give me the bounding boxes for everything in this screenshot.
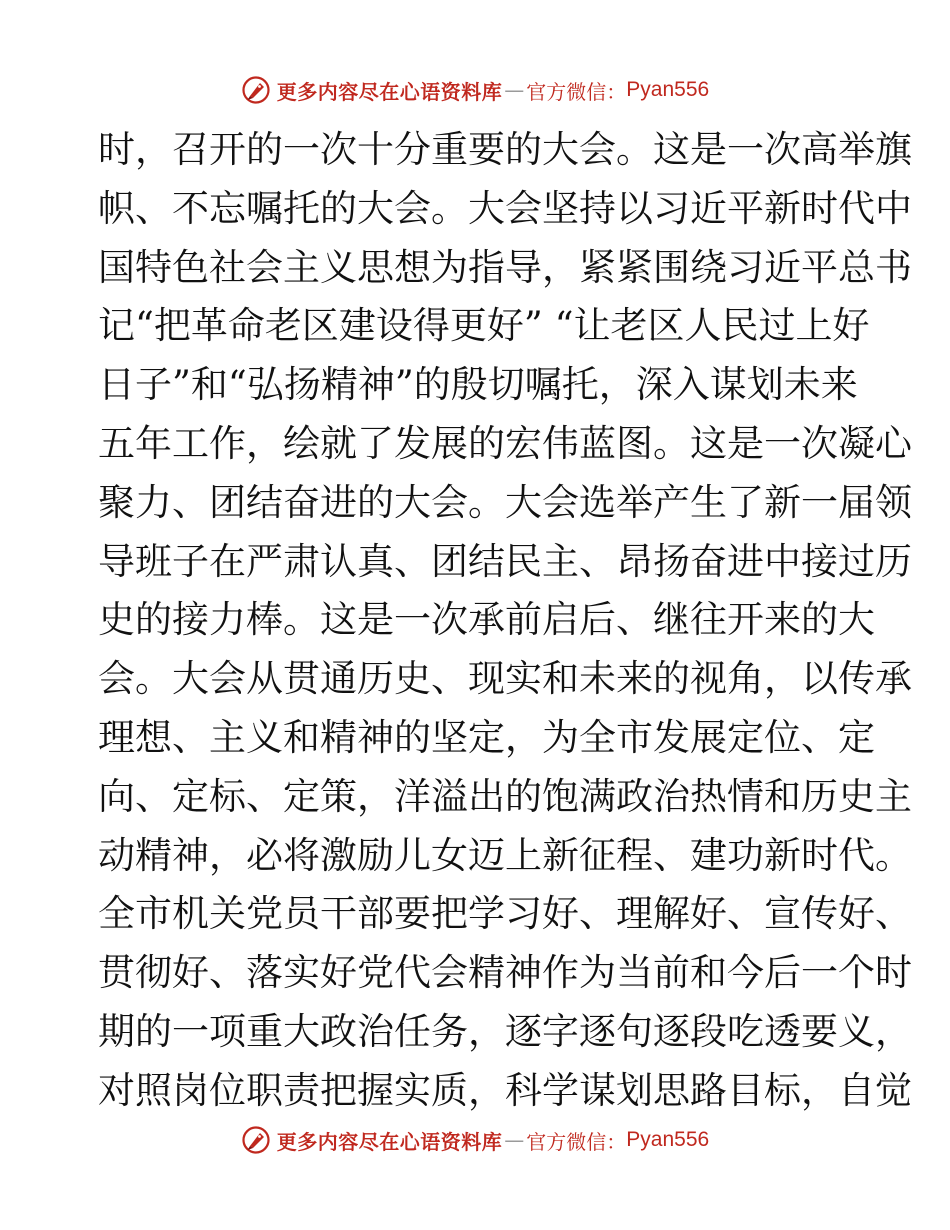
header-site-text: 更多内容尽在心语资料库 (276, 79, 503, 104)
text-line: 期的一项重大政治任务，逐字逐句逐段吃透要义， (98, 1009, 912, 1053)
text-line: 记“把革命老区建设得更好” “让老区人民过上好 (98, 304, 870, 348)
text-line: 贯彻好、落实好党代会精神作为当前和今后一个时 (98, 951, 912, 995)
text-line: 帜、不忘嘱托的大会。大会坚持以习近平新时代中 (98, 186, 912, 230)
footer-site-text: 更多内容尽在心语资料库 (276, 1129, 503, 1154)
text-line: 动精神，必将激励儿女迈上新征程、建功新时代。 (98, 833, 912, 877)
header-separator: — (504, 78, 525, 102)
footer-wechat-id: Pyan556 (626, 1128, 710, 1151)
pen-nib-logo-icon (241, 1125, 271, 1155)
text-line: 对照岗位职责把握实质，科学谋划思路目标，自觉 (98, 1068, 912, 1112)
text-line: 日子”和“弘扬精神”的殷切嘱托，深入谋划未来 (98, 363, 858, 407)
text-line: 向、定标、定策，洋溢出的饱满政治热情和历史主 (98, 774, 912, 818)
footer-wechat-label: 官方微信： (526, 1129, 627, 1154)
text-line: 五年工作，绘就了发展的宏伟蓝图。这是一次凝心 (98, 421, 912, 465)
footer-banner (0, 1122, 950, 1158)
text-line: 理想、主义和精神的坚定，为全市发展定位、定 (98, 715, 875, 759)
header-wechat-id: Pyan556 (626, 78, 710, 101)
text-line: 时，召开的一次十分重要的大会。这是一次高举旗 (98, 128, 912, 171)
header-wechat-label: 官方微信： (526, 79, 627, 104)
footer-separator: — (504, 1128, 525, 1152)
text-line: 史的接力棒。这是一次承前启后、继往开来的大 (98, 598, 875, 642)
text-line: 聚力、团结奋进的大会。大会选举产生了新一届领 (98, 480, 912, 524)
header-banner (0, 72, 950, 108)
text-line: 国特色社会主义思想为指导，紧紧围绕习近平总书 (98, 245, 912, 289)
document-body (98, 121, 912, 1121)
text-line: 会。大会从贯通历史、现实和未来的视角，以传承 (98, 657, 912, 701)
text-line: 全市机关党员干部要把学习好、理解好、宣传好、 (98, 892, 912, 936)
text-line: 导班子在严肃认真、团结民主、昂扬奋进中接过历 (98, 539, 912, 583)
pen-nib-logo-icon (241, 75, 271, 105)
